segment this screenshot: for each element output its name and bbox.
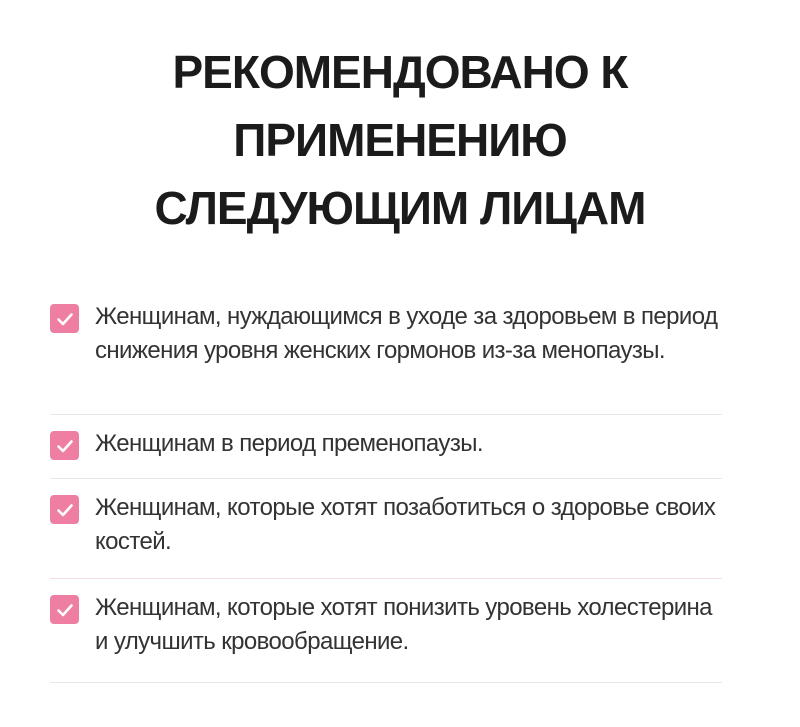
checkbox-checked-icon xyxy=(50,431,79,460)
checkbox-checked-icon xyxy=(50,304,79,333)
title-line: ПРИМЕНЕНИЮ xyxy=(233,114,567,166)
page-title xyxy=(100,38,700,242)
list-item-text: Женщинам, которые хотят позаботиться о здоровье своих костей. xyxy=(95,494,716,555)
list-item xyxy=(50,579,722,683)
checkbox-checked-icon xyxy=(50,595,79,624)
list-item-text: Женщинам, которые хотят понизить уровень холестерина и улучшить кровообращение. xyxy=(95,594,712,655)
recommendation-list xyxy=(50,288,722,683)
title-line: РЕКОМЕНДОВАНО К xyxy=(172,46,628,98)
checkbox-checked-icon xyxy=(50,495,79,524)
list-item-text: Женщинам, нуждающимся в уходе за здоровьем в период снижения уровня женских гормонов из-за менопаузы. xyxy=(95,303,718,364)
list-item xyxy=(50,415,722,479)
list-item-text: Женщинам в период пременопаузы. xyxy=(95,430,483,457)
list-item xyxy=(50,479,722,579)
list-item xyxy=(50,288,722,415)
title-line: СЛЕДУЮЩИМ ЛИЦАМ xyxy=(154,182,646,234)
